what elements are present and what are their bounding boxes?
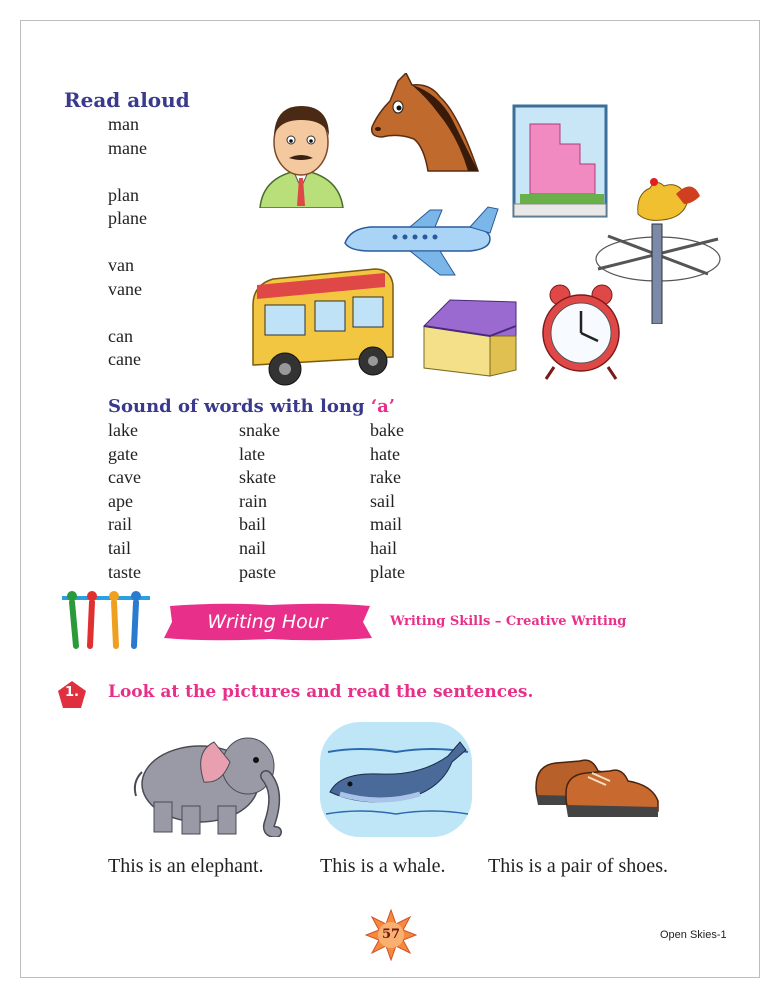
word-hate: hate (370, 444, 400, 464)
caption-elephant: This is an elephant. (108, 855, 264, 877)
word-plane: plane (108, 208, 147, 228)
exercise-instruction: Look at the pictures and read the sentences. (108, 682, 534, 702)
clock-illustration (540, 283, 622, 381)
word-van: van (108, 255, 134, 275)
page-number: 57 (381, 927, 401, 942)
word-cave: cave (108, 467, 141, 487)
word-rake: rake (370, 467, 401, 487)
word-plate: plate (370, 562, 405, 582)
writing-skills-main: Writing Skills (390, 614, 491, 629)
exercise-number: 1. (65, 685, 79, 700)
word-paste: paste (239, 562, 276, 582)
word-late: late (239, 444, 265, 464)
word-taste: taste (108, 562, 141, 582)
word-bail: bail (239, 514, 266, 534)
read-aloud-heading: Read aloud (64, 88, 190, 112)
word-lake: lake (108, 420, 138, 440)
caption-whale: This is a whale. (320, 855, 446, 877)
writing-skills-dash: – (490, 614, 506, 629)
writing-skills-label (390, 614, 626, 629)
word-cane: cane (108, 349, 141, 369)
word-skate: skate (239, 467, 276, 487)
word-can: can (108, 326, 133, 346)
word-mane: mane (108, 138, 147, 158)
word-bake: bake (370, 420, 404, 440)
van-illustration (245, 265, 397, 390)
long-a-heading-accent: ‘a’ (370, 396, 396, 417)
elephant-illustration (130, 722, 290, 837)
word-mail: mail (370, 514, 402, 534)
horse-illustration (368, 73, 480, 173)
man-illustration (255, 98, 347, 208)
box-illustration (420, 296, 520, 381)
word-sail: sail (370, 491, 395, 511)
long-a-heading (108, 396, 395, 417)
word-snake: snake (239, 420, 280, 440)
word-nail: nail (239, 538, 266, 558)
caption-shoes: This is a pair of shoes. (488, 855, 668, 877)
children-logo-icon (58, 588, 154, 650)
whale-illustration (320, 722, 472, 837)
word-hail: hail (370, 538, 397, 558)
word-gate: gate (108, 444, 138, 464)
long-a-heading-main: Sound of words with long (108, 396, 371, 417)
word-rail: rail (108, 514, 132, 534)
word-plan: plan (108, 185, 139, 205)
word-man: man (108, 114, 139, 134)
writing-hour-label: Writing Hour (207, 611, 328, 633)
word-tail: tail (108, 538, 131, 558)
shoes-illustration (532, 735, 664, 825)
word-vane: vane (108, 279, 142, 299)
word-rain: rain (239, 491, 267, 511)
book-title: Open Skies-1 (660, 929, 727, 941)
writing-skills-sub: Creative Writing (505, 614, 627, 629)
word-ape: ape (108, 491, 133, 511)
